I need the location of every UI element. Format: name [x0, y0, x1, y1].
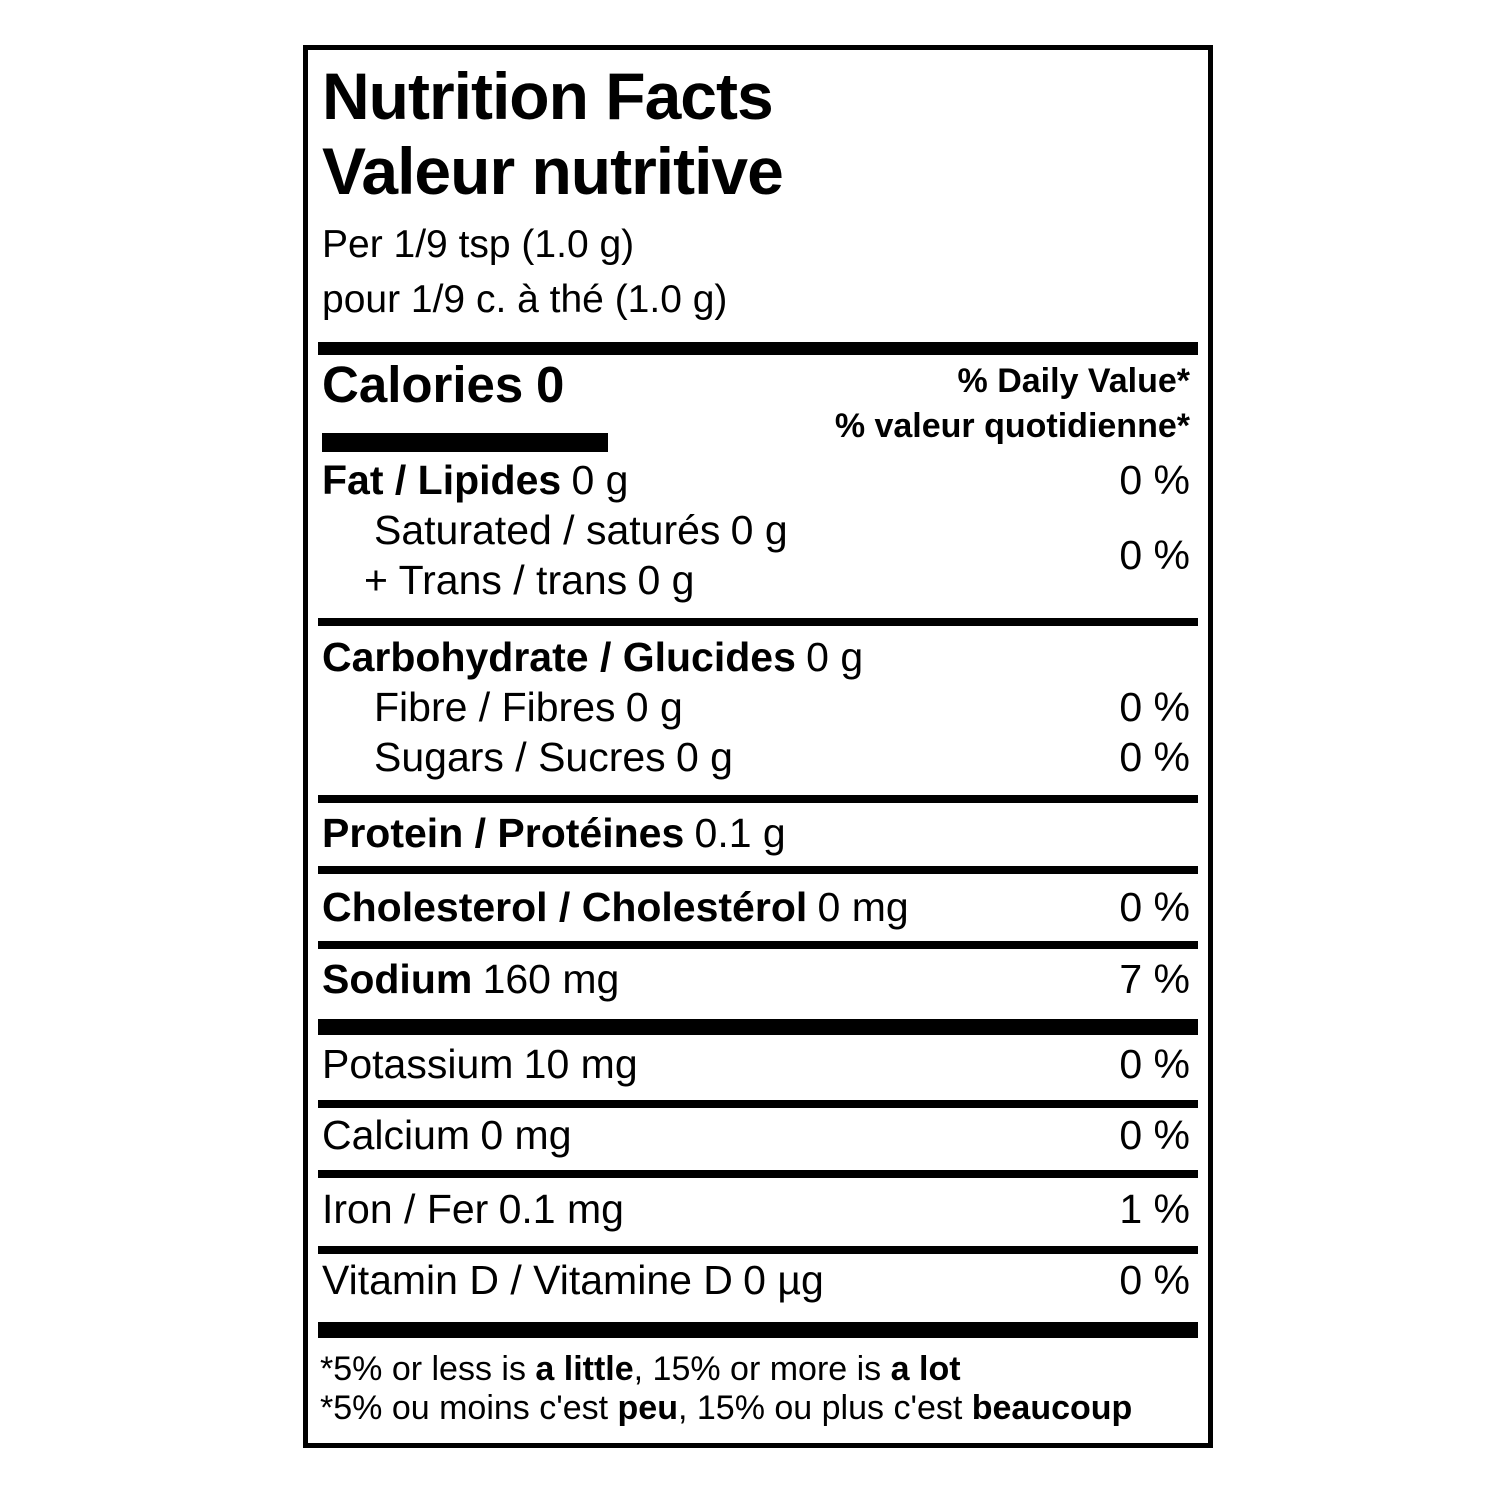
row-saturated-trans-dv: 0 %	[1119, 532, 1190, 578]
row-cholesterol	[322, 884, 909, 930]
nutrient-name: Cholesterol / Cholestérol	[322, 884, 808, 930]
row-sodium-dv: 7 %	[1119, 956, 1190, 1002]
footnote-text-bold: peu	[617, 1389, 678, 1427]
divider-after-calcium	[318, 1170, 1198, 1178]
thick-separator-top	[318, 342, 1198, 355]
nutrient-amount: 0 µg	[743, 1257, 824, 1303]
serving-size-french: pour 1/9 c. à thé (1.0 g)	[322, 278, 728, 321]
nutrient-amount: 0 g	[571, 457, 629, 503]
footnote-text: , 15% or more is	[633, 1350, 891, 1388]
nutrient-amount: 0.1 g	[694, 810, 786, 856]
row-protein	[322, 810, 786, 856]
title-english: Nutrition Facts	[322, 59, 773, 133]
nutrient-name: Carbohydrate / Glucides	[322, 634, 796, 680]
row-fibre	[374, 684, 683, 730]
footnote-text: *5% or less is	[320, 1350, 536, 1388]
nutrient-amount: 0 g	[675, 734, 733, 780]
nutrient-amount: 160 mg	[482, 956, 620, 1002]
calories-value: 0	[536, 356, 565, 413]
row-fat	[322, 457, 629, 503]
row-fat-dv: 0 %	[1119, 457, 1190, 503]
title-french: Valeur nutritive	[322, 134, 783, 208]
row-iron	[322, 1186, 624, 1232]
thick-separator-after-sodium	[318, 1019, 1198, 1035]
footnote-text: *5% ou moins c'est	[320, 1389, 618, 1427]
thick-separator-footnote	[318, 1322, 1198, 1338]
row-iron-dv: 1 %	[1119, 1186, 1190, 1232]
calories-underline-bar	[322, 433, 608, 452]
nutrient-name: Fibre / Fibres	[374, 684, 616, 730]
row-trans-fat	[364, 557, 695, 603]
nutrient-name: Calcium	[322, 1112, 471, 1158]
row-vitamin-d-dv: 0 %	[1119, 1257, 1190, 1303]
footnote-text-bold: a lot	[890, 1350, 961, 1388]
nutrient-amount: 10 mg	[523, 1041, 638, 1087]
nutrient-name: Sodium	[322, 956, 473, 1002]
nutrient-amount: 0 g	[637, 557, 695, 603]
footnote-text-bold: beaucoup	[971, 1389, 1133, 1427]
nutrient-name: Iron / Fer	[322, 1186, 489, 1232]
divider-after-fat	[318, 618, 1198, 626]
row-cholesterol-dv: 0 %	[1119, 884, 1190, 930]
nutrient-name: Sugars / Sucres	[374, 734, 666, 780]
calories-row	[322, 356, 565, 413]
divider-after-iron	[318, 1246, 1198, 1254]
footnote-french	[320, 1391, 1132, 1425]
row-sodium	[322, 956, 620, 1002]
row-sugars	[374, 734, 733, 780]
row-vitamin-d	[322, 1257, 824, 1303]
divider-after-protein	[318, 866, 1198, 874]
divider-after-potassium	[318, 1100, 1198, 1108]
row-potassium	[322, 1041, 638, 1087]
nutrient-amount: 0 g	[730, 507, 788, 553]
divider-after-carbohydrate	[318, 795, 1198, 803]
nutrient-name: Vitamin D / Vitamine D	[322, 1257, 733, 1303]
footnote-text-bold: a little	[535, 1350, 634, 1388]
calories-label: Calories	[322, 356, 524, 413]
nutrient-amount: 0 g	[625, 684, 683, 730]
serving-size-english: Per 1/9 tsp (1.0 g)	[322, 223, 635, 266]
daily-value-header-english: % Daily Value*	[957, 362, 1190, 400]
row-sugars-dv: 0 %	[1119, 734, 1190, 780]
footnote-text: , 15% ou plus c'est	[677, 1389, 972, 1427]
nutrition-facts-panel	[303, 45, 1213, 1448]
row-carbohydrate	[322, 634, 864, 680]
row-calcium-dv: 0 %	[1119, 1112, 1190, 1158]
row-calcium	[322, 1112, 572, 1158]
nutrient-amount: 0 mg	[480, 1112, 572, 1158]
row-fibre-dv: 0 %	[1119, 684, 1190, 730]
divider-after-cholesterol	[318, 941, 1198, 949]
nutrient-name: Fat / Lipides	[322, 457, 562, 503]
nutrient-amount: 0 mg	[817, 884, 909, 930]
nutrient-name: Potassium	[322, 1041, 514, 1087]
nutrient-name: Saturated / saturés	[374, 507, 721, 553]
nutrient-name: + Trans / trans	[364, 557, 628, 603]
footnote-english	[320, 1352, 961, 1386]
row-potassium-dv: 0 %	[1119, 1041, 1190, 1087]
nutrient-amount: 0.1 mg	[498, 1186, 624, 1232]
daily-value-header-french: % valeur quotidienne*	[834, 407, 1190, 445]
row-saturated-fat	[374, 507, 788, 553]
nutrient-amount: 0 g	[806, 634, 864, 680]
nutrient-name: Protein / Protéines	[322, 810, 685, 856]
